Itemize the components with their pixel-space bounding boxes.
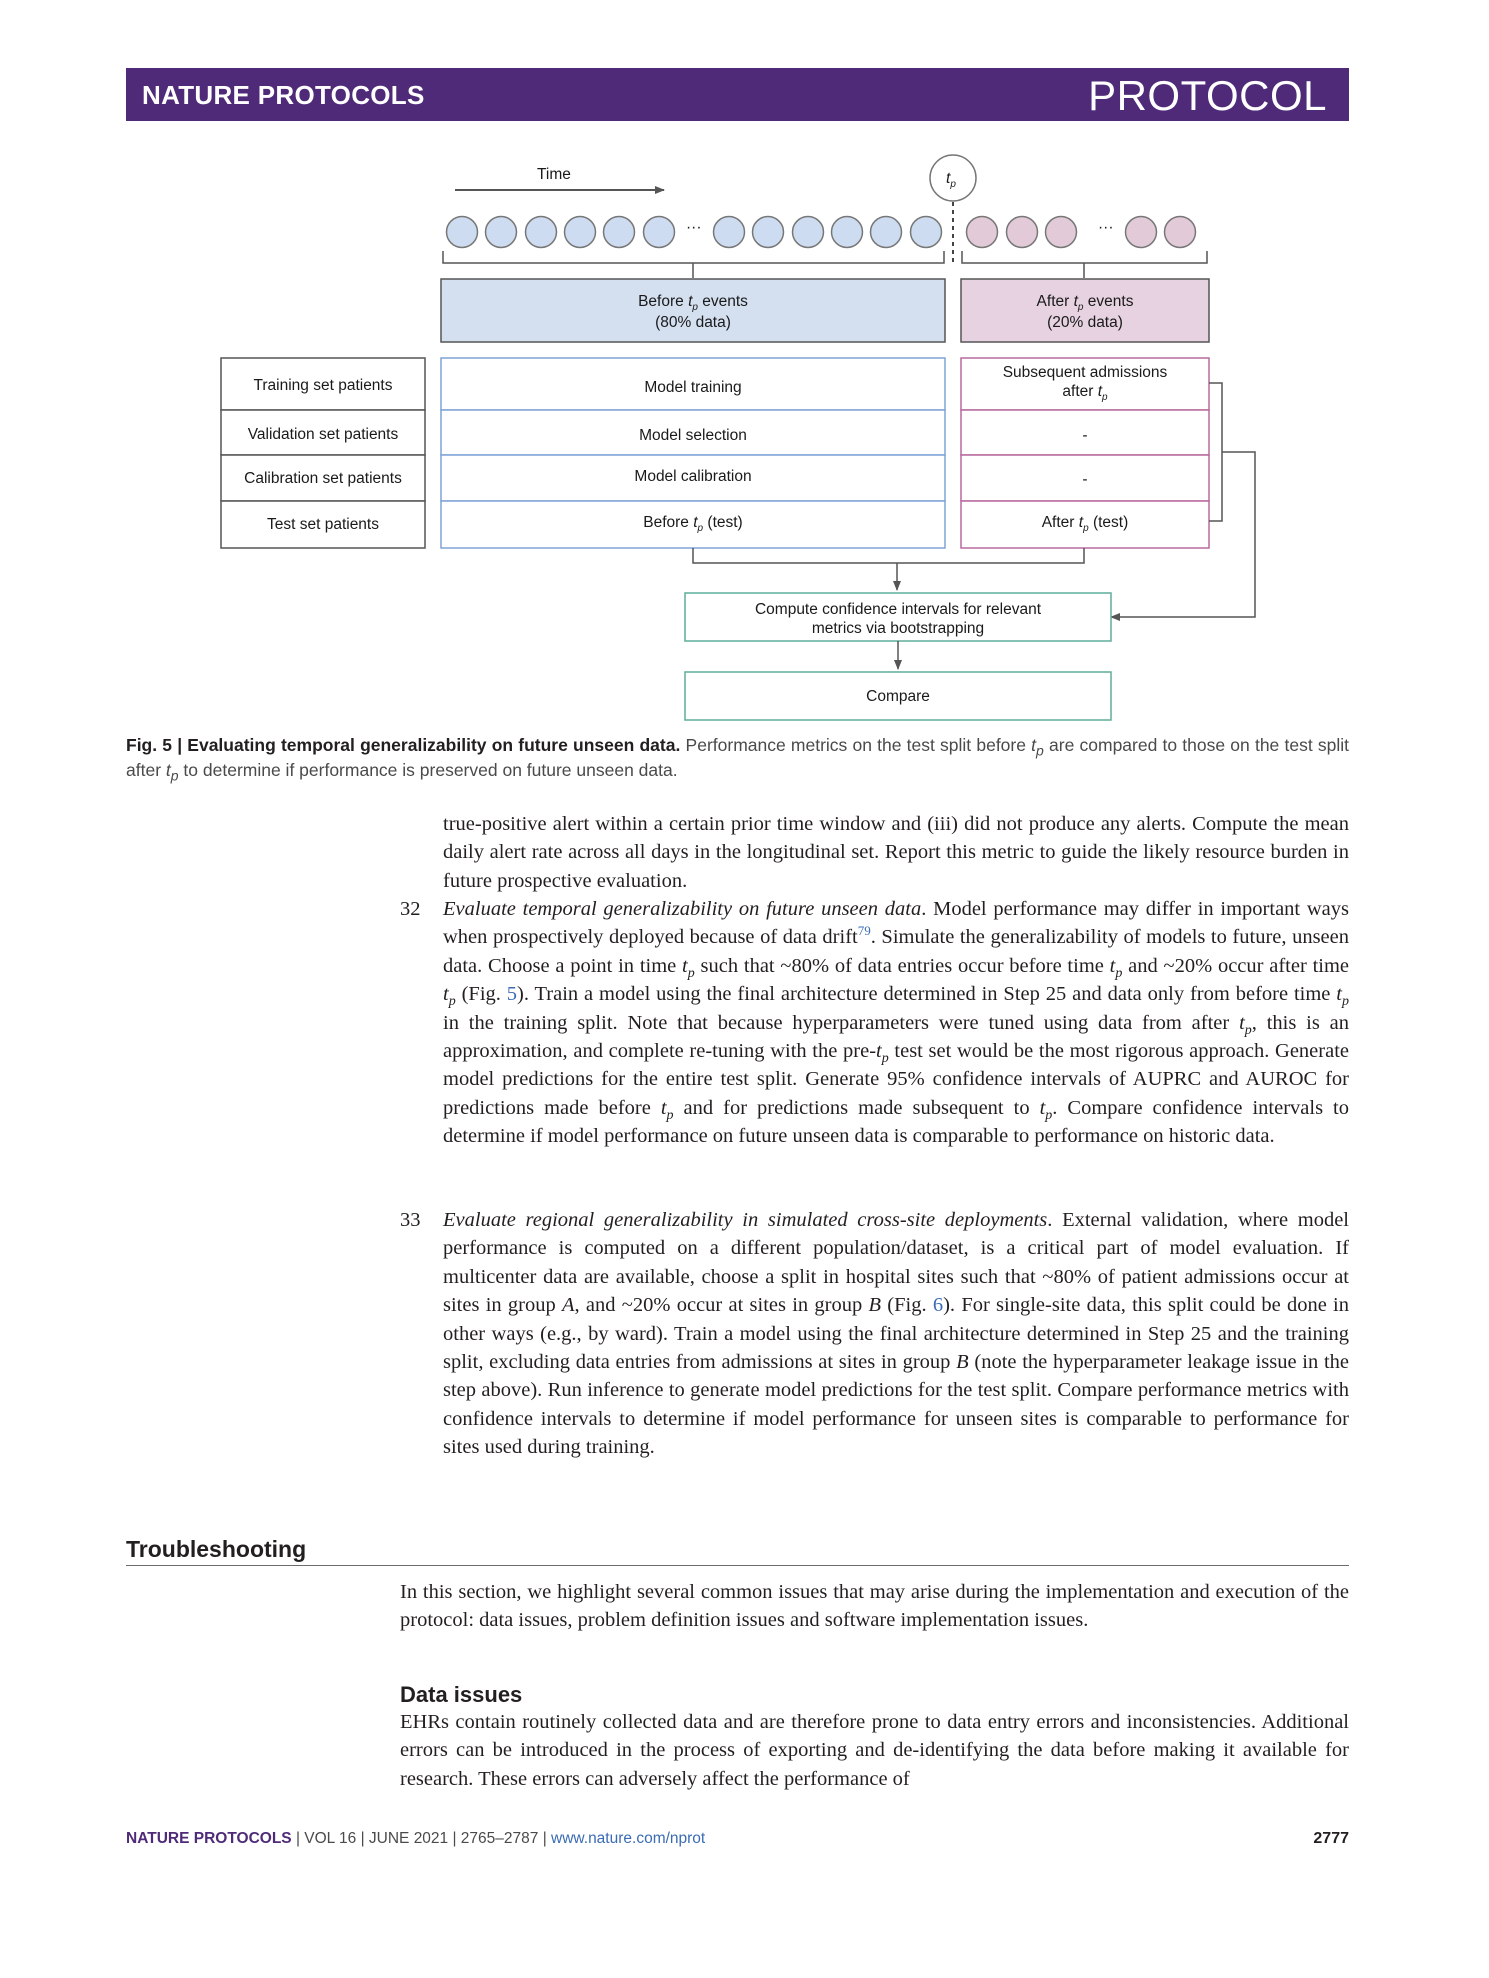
figure-5-diagram: [0, 0, 1489, 730]
event-dot: [793, 217, 824, 248]
ellipsis: ···: [1098, 219, 1114, 236]
row-label-calibration: Calibration set patients: [244, 470, 402, 487]
event-dot: [526, 217, 557, 248]
caption-title: Fig. 5 | Evaluating temporal generalizability on future unseen data.: [126, 735, 681, 755]
event-dot: [871, 217, 902, 248]
before-tp-box-line1: Before $t_p$ events: [638, 293, 748, 313]
before-bracket: [443, 251, 944, 278]
after-tp-box-line2: (20% data): [1047, 314, 1123, 331]
figure-6-link[interactable]: 6: [932, 1294, 944, 1317]
page-number: 2777: [1313, 1830, 1349, 1847]
cell-after-tp-test-text: After $t_p$ (test): [1041, 514, 1129, 534]
before-tp-box-line2: (80% data): [655, 314, 731, 331]
row-label-test: Test set patients: [266, 516, 380, 533]
troubleshooting-intro: In this section, we highlight several common issues that may arise during the implementation and execution of the protocol: data issues, problem definition issues and software implementation issues.: [400, 1581, 1349, 1632]
step-number-33: 33: [400, 1209, 421, 1231]
ci-box-line1: Compute confidence intervals for relevant: [754, 601, 1042, 618]
event-dot: [565, 217, 596, 248]
cell-subsequent-admissions-line2: after $t_p$: [1062, 383, 1108, 403]
figure-caption: [126, 733, 1349, 783]
test-rows-to-ci-connector: [693, 548, 1084, 590]
event-dot: [1007, 217, 1038, 248]
event-dot: [1046, 217, 1077, 248]
event-dot: [644, 217, 675, 248]
step-32-text: Evaluate temporal generalizability on future unseen data. Model performance may differ in important ways when prospectively deployed because of data drift$^{79}$. Simulate the generalizability of models to future, unseen data. Choose a point in time $t_p$ such that ~80% of data entries occur before time $t_p$ and ~20% occur after time $t_p$ (Fig. 5). Train a model using the final architecture determined in Step 25 and data only from before time $t_p$ in the training split. Note that because hyperparameters were tuned using data from after $t_p$, this is an approximation, and complete re-tuning with the pre-$t_p$ test set would be the most rigorous approach. Generate model predictions for the entire test split. Generate 95% confidence intervals of AUPRC and AUROC for predictions made before $t_p$ and for predictions made subsequent to $t_p$. Compare confidence intervals to determine if model performance on future unseen data is comparable to performance on historic data.: [443, 898, 1350, 1148]
footer-journal: NATURE PROTOCOLS: [126, 1830, 292, 1847]
cell-before-tp-test-text: Before $t_p$ (test): [643, 514, 743, 534]
event-dot: [753, 217, 784, 248]
journal-name: NATURE PROTOCOLS: [142, 80, 425, 110]
after-bracket: [962, 251, 1207, 278]
cell-model-selection-text: Model selection: [639, 427, 747, 444]
event-dot: [967, 217, 998, 248]
cell-model-calibration-text: Model calibration: [634, 468, 752, 485]
tp-symbol: $t_p$: [165, 760, 179, 784]
caption-text-2: are compared to those on the test split after: [126, 735, 1349, 780]
data-issues-heading: Data issues: [400, 1682, 523, 1707]
event-dot: [486, 217, 517, 248]
ellipsis: ···: [686, 219, 702, 236]
caption-text-1: Performance metrics on the test split before: [680, 735, 1032, 755]
cell-after-calibration-dash: -: [1082, 471, 1088, 488]
time-label: Time: [537, 166, 571, 183]
step-number-32: 32: [400, 898, 421, 920]
row-label-validation: Validation set patients: [247, 426, 399, 443]
event-dot: [1126, 217, 1157, 248]
before-tp-events: [447, 217, 942, 248]
ci-box-line2: metrics via bootstrapping: [811, 620, 985, 637]
tp-symbol: $t_p$: [1031, 735, 1044, 759]
after-tp-events: [967, 217, 1196, 248]
footer-url-link[interactable]: www.nature.com/nprot: [551, 1830, 706, 1847]
reference-79-link[interactable]: 79: [857, 923, 871, 939]
cell-subsequent-admissions-line1: Subsequent admissions: [1002, 364, 1168, 381]
event-dot: [447, 217, 478, 248]
tp-marker: [930, 155, 976, 201]
tp-marker-label: $t_p$: [946, 170, 956, 190]
event-dot: [1165, 217, 1196, 248]
step-33-text: Evaluate regional generalizability in simulated cross-site deployments. External validation, where model performance is computed on a different population/dataset, is a critical part of model evaluation. If multicenter data are available, choose a split in hospital sites such that ~80% of patient admissions occur at sites in group A, and ~20% occur at sites in group B (Fig. 6). For single-site data, this split could be done in other ways (e.g., by ward). Train a model using the final architecture determined in Step 25 and the training split, excluding data entries from admissions at sites in group B (note the hyperparameter leakage issue in the step above). Run inference to generate model predictions for the test split. Compare performance metrics with confidence intervals to determine if model performance for unseen sites is comparable to performance for sites used during training.: [443, 1209, 1349, 1459]
after-tp-box-line1: After $t_p$ events: [1036, 293, 1134, 313]
page-footer: [126, 1830, 1349, 1848]
event-dot: [604, 217, 635, 248]
caption-text-3: to determine if performance is preserved on future unseen data.: [178, 760, 678, 780]
data-issues-text: EHRs contain routinely collected data and are therefore prone to data entry errors and inconsistencies. Additional errors can be introduced in the process of exporting and de-identifying the data before making it available for research. These errors can adversely affect the performance of: [400, 1711, 1349, 1790]
troubleshooting-heading: Troubleshooting: [126, 1536, 1349, 1566]
cell-after-selection-dash: -: [1082, 427, 1088, 444]
article-type: PROTOCOL: [1088, 72, 1327, 119]
continuation-paragraph: true-positive alert within a certain prior time window and (iii) did not produce any alerts. Compute the mean daily alert rate across all days in the longitudinal set. Report this metric to guide the likely resource burden in future prospective evaluation.: [443, 813, 1349, 892]
event-dot: [832, 217, 863, 248]
step-33-title: Evaluate regional generalizability in simulated cross-site deployments: [443, 1209, 1048, 1231]
compare-box-text: Compare: [866, 688, 930, 705]
event-dot: [911, 217, 942, 248]
row-label-training: Training set patients: [253, 377, 393, 394]
step-32-title: Evaluate temporal generalizability on future unseen data: [443, 898, 922, 920]
event-dot: [714, 217, 745, 248]
after-tp-box: [961, 279, 1209, 342]
footer-volume-info: | VOL 16 | JUNE 2021 | 2765–2787 |: [291, 1830, 552, 1847]
cell-model-training-text: Model training: [644, 379, 742, 396]
figure-5-link[interactable]: 5: [506, 983, 518, 1006]
after-training-to-test-bracket: [1209, 383, 1222, 521]
